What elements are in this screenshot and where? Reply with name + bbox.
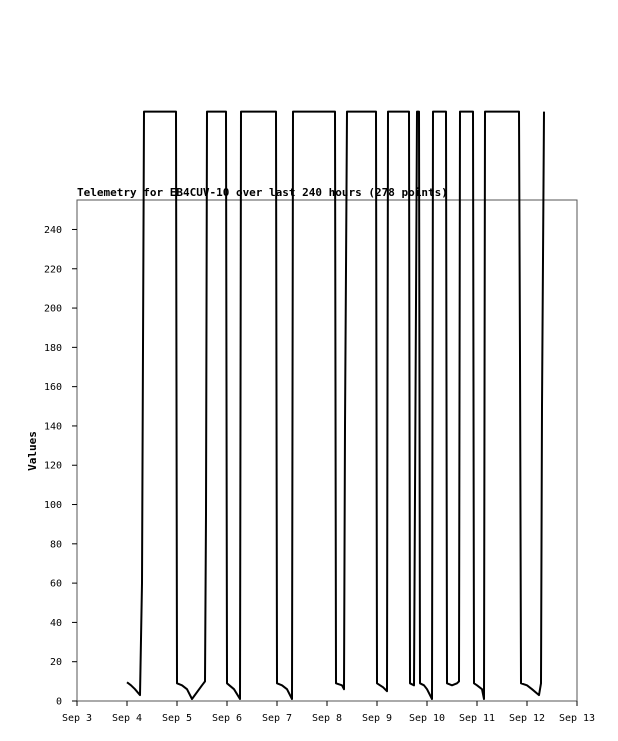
x-axis bbox=[62, 701, 595, 724]
x-tick-label: Sep 5 bbox=[161, 713, 193, 724]
x-tick-label: Sep 11 bbox=[458, 713, 496, 724]
x-tick-label: Sep 12 bbox=[508, 713, 546, 724]
y-tick-label: 60 bbox=[49, 578, 62, 590]
plot-frame bbox=[77, 200, 577, 701]
x-tick-label: Sep 6 bbox=[211, 713, 243, 724]
chart-title: Telemetry for EB4CUV-10 over last 240 hours (278 points) bbox=[77, 186, 448, 199]
y-tick-label: 160 bbox=[43, 382, 62, 394]
y-tick-label: 120 bbox=[43, 460, 62, 472]
y-tick-label: 40 bbox=[49, 617, 62, 629]
y-tick-label: 140 bbox=[43, 421, 62, 433]
x-tick-label: Sep 10 bbox=[408, 713, 446, 724]
y-axis-label: Values bbox=[26, 431, 39, 471]
y-tick-label: 220 bbox=[43, 264, 62, 276]
y-tick-label: 180 bbox=[43, 342, 62, 354]
x-tick-label: Sep 9 bbox=[361, 713, 393, 724]
x-tick-label: Sep 8 bbox=[311, 713, 343, 724]
y-axis bbox=[44, 225, 77, 708]
x-tick-label: Sep 13 bbox=[558, 713, 596, 724]
x-tick-label: Sep 3 bbox=[61, 713, 93, 724]
y-tick-label: 0 bbox=[55, 696, 62, 708]
y-tick-label: 80 bbox=[49, 539, 62, 551]
y-tick-label: 240 bbox=[43, 224, 62, 236]
y-tick-label: 100 bbox=[43, 500, 62, 512]
y-tick-label: 20 bbox=[49, 657, 62, 669]
y-tick-label: 200 bbox=[43, 303, 62, 315]
x-tick-label: Sep 4 bbox=[111, 713, 143, 724]
x-tick-label: Sep 7 bbox=[261, 713, 293, 724]
